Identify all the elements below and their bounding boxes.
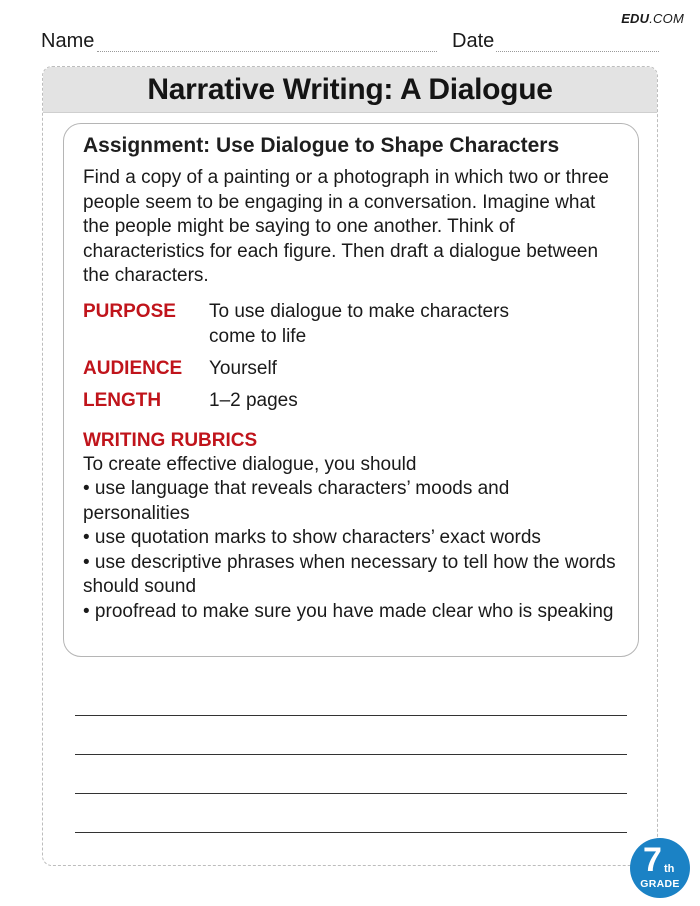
rubric-item: • use descriptive phrases when necessary to tell how the words should sound (83, 551, 616, 597)
worksheet-frame (42, 66, 658, 866)
meta-row-purpose (83, 299, 620, 349)
date-line[interactable] (496, 51, 659, 52)
page-title: Narrative Writing: A Dialogue (147, 72, 553, 106)
assignment-card (63, 123, 639, 657)
name-label: Name (41, 30, 95, 52)
rubric-heading: WRITING RUBRICS (83, 429, 258, 451)
meta-value: To use dialogue to make characters come to life (209, 300, 509, 347)
name-line[interactable] (97, 51, 437, 52)
writing-line[interactable] (75, 793, 627, 794)
brand-logo-rest: .COM (649, 11, 684, 26)
grade-suffix: th (664, 863, 675, 875)
assignment-heading: Assignment: Use Dialogue to Shape Characters (83, 134, 560, 157)
meta-row-audience (83, 356, 620, 381)
grade-badge (630, 838, 690, 898)
meta-key: LENGTH (83, 389, 162, 411)
rubric-item: • use language that reveals characters’ moods and personalities (83, 478, 510, 524)
meta-key: AUDIENCE (83, 357, 183, 379)
title-bar (43, 67, 657, 113)
brand-logo (621, 11, 684, 26)
rubric-item: • proofread to make sure you have made clear who is speaking (83, 600, 614, 622)
name-date-row (41, 30, 659, 54)
writing-line[interactable] (75, 832, 627, 833)
assignment-intro: Find a copy of a painting or a photograph in which two or three people seem to be engaging in a conversation. Imagine what the people might be saying to one another. Think of characteristics for each figure. Then draft a dialogue between the characters. (83, 167, 609, 286)
rubric-intro: To create effective dialogue, you should (83, 453, 417, 475)
brand-logo-bold: EDU (621, 11, 650, 26)
meta-value: 1–2 pages (209, 389, 298, 411)
meta-value: Yourself (209, 357, 277, 379)
meta-key: PURPOSE (83, 300, 176, 322)
grade-label: GRADE (640, 878, 680, 890)
writing-line[interactable] (75, 754, 627, 755)
assignment-meta (83, 299, 620, 413)
rubric-item: • use quotation marks to show characters’ exact words (83, 527, 541, 548)
writing-line[interactable] (75, 715, 627, 716)
meta-row-length (83, 388, 620, 413)
grade-number: 7 (643, 841, 662, 879)
date-label: Date (452, 30, 495, 52)
